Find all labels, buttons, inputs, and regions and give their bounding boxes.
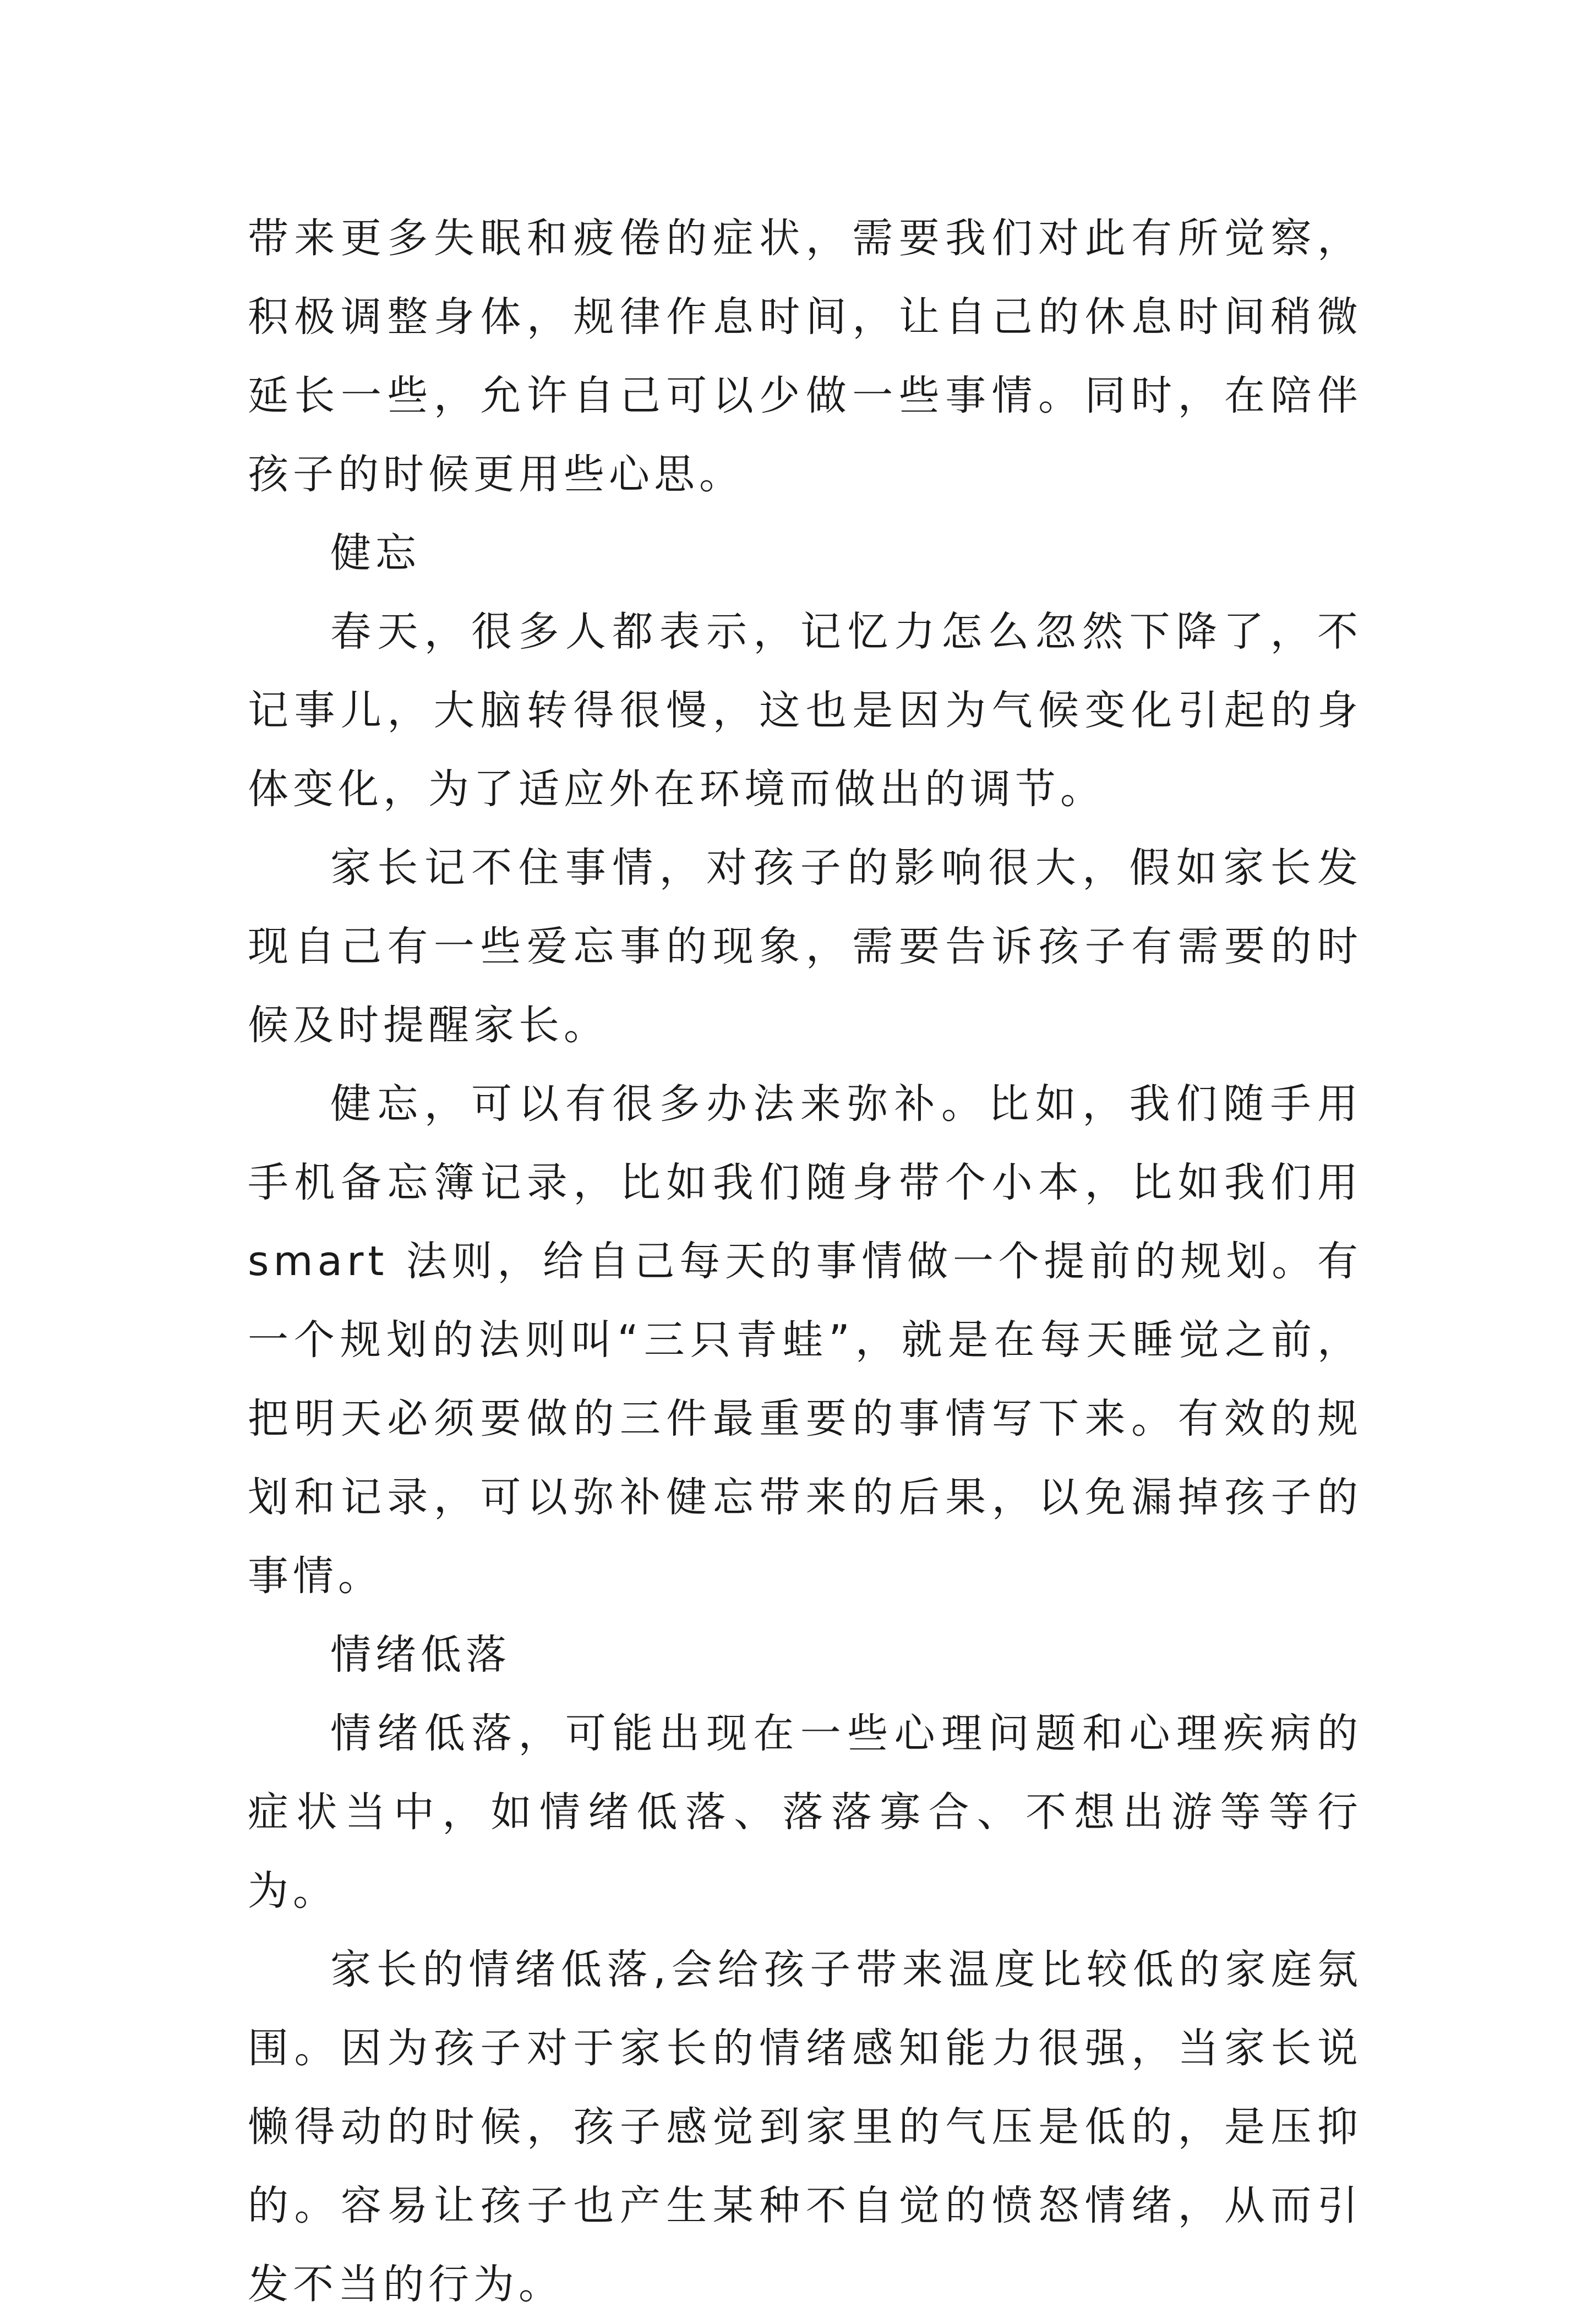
paragraph: 家长的情绪低落,会给孩子带来温度比较低的家庭氛围。因为孩子对于家长的情绪感知能力很强，当家长说懒得动的时候，孩子感觉到家里的气压是低的，是压抑的。容易让孩子也产生某种不自觉的愤怒情绪，从而引发不当的行为。 bbox=[248, 1946, 1362, 2308]
paragraph: 健忘，可以有很多办法来弥补。比如，我们随手用手机备忘簿记录，比如我们随身带个小本，比如我们用 smart 法则，给自己每天的事情做一个提前的规划。有一个规划的法则叫“三只青蛙”，就是在每天睡觉之前，把明天必须要做的三件最重要的事情写下来。有效的规划和记录，可以弥补健忘带来的后果，以免漏掉孩子的事情。 bbox=[248, 1080, 1362, 1600]
paragraph: 情绪低落，可能出现在一些心理问题和心理疾病的症状当中，如情绪低落、落落寡合、不想出游等等行为。 bbox=[248, 1710, 1362, 1915]
document-body bbox=[248, 199, 1362, 2324]
paragraph: 春天，很多人都表示，记忆力怎么忽然下降了，不记事儿，大脑转得很慢，这也是因为气候变化引起的身体变化，为了适应外在环境而做出的调节。 bbox=[248, 608, 1362, 813]
paragraph: 家长记不住事情，对孩子的影响很大，假如家长发现自己有一些爱忘事的现象，需要告诉孩子有需要的时候及时提醒家长。 bbox=[248, 844, 1362, 1049]
paragraph-continued: 带来更多失眠和疲倦的症状，需要我们对此有所觉察，积极调整身体，规律作息时间，让自己的休息时间稍微延长一些，允许自己可以少做一些事情。同时，在陪伴孩子的时候更用些心思。 bbox=[248, 215, 1362, 498]
section-heading-low-mood: 情绪低落 bbox=[330, 1631, 511, 1678]
section-heading-forgetfulness: 健忘 bbox=[330, 529, 421, 577]
